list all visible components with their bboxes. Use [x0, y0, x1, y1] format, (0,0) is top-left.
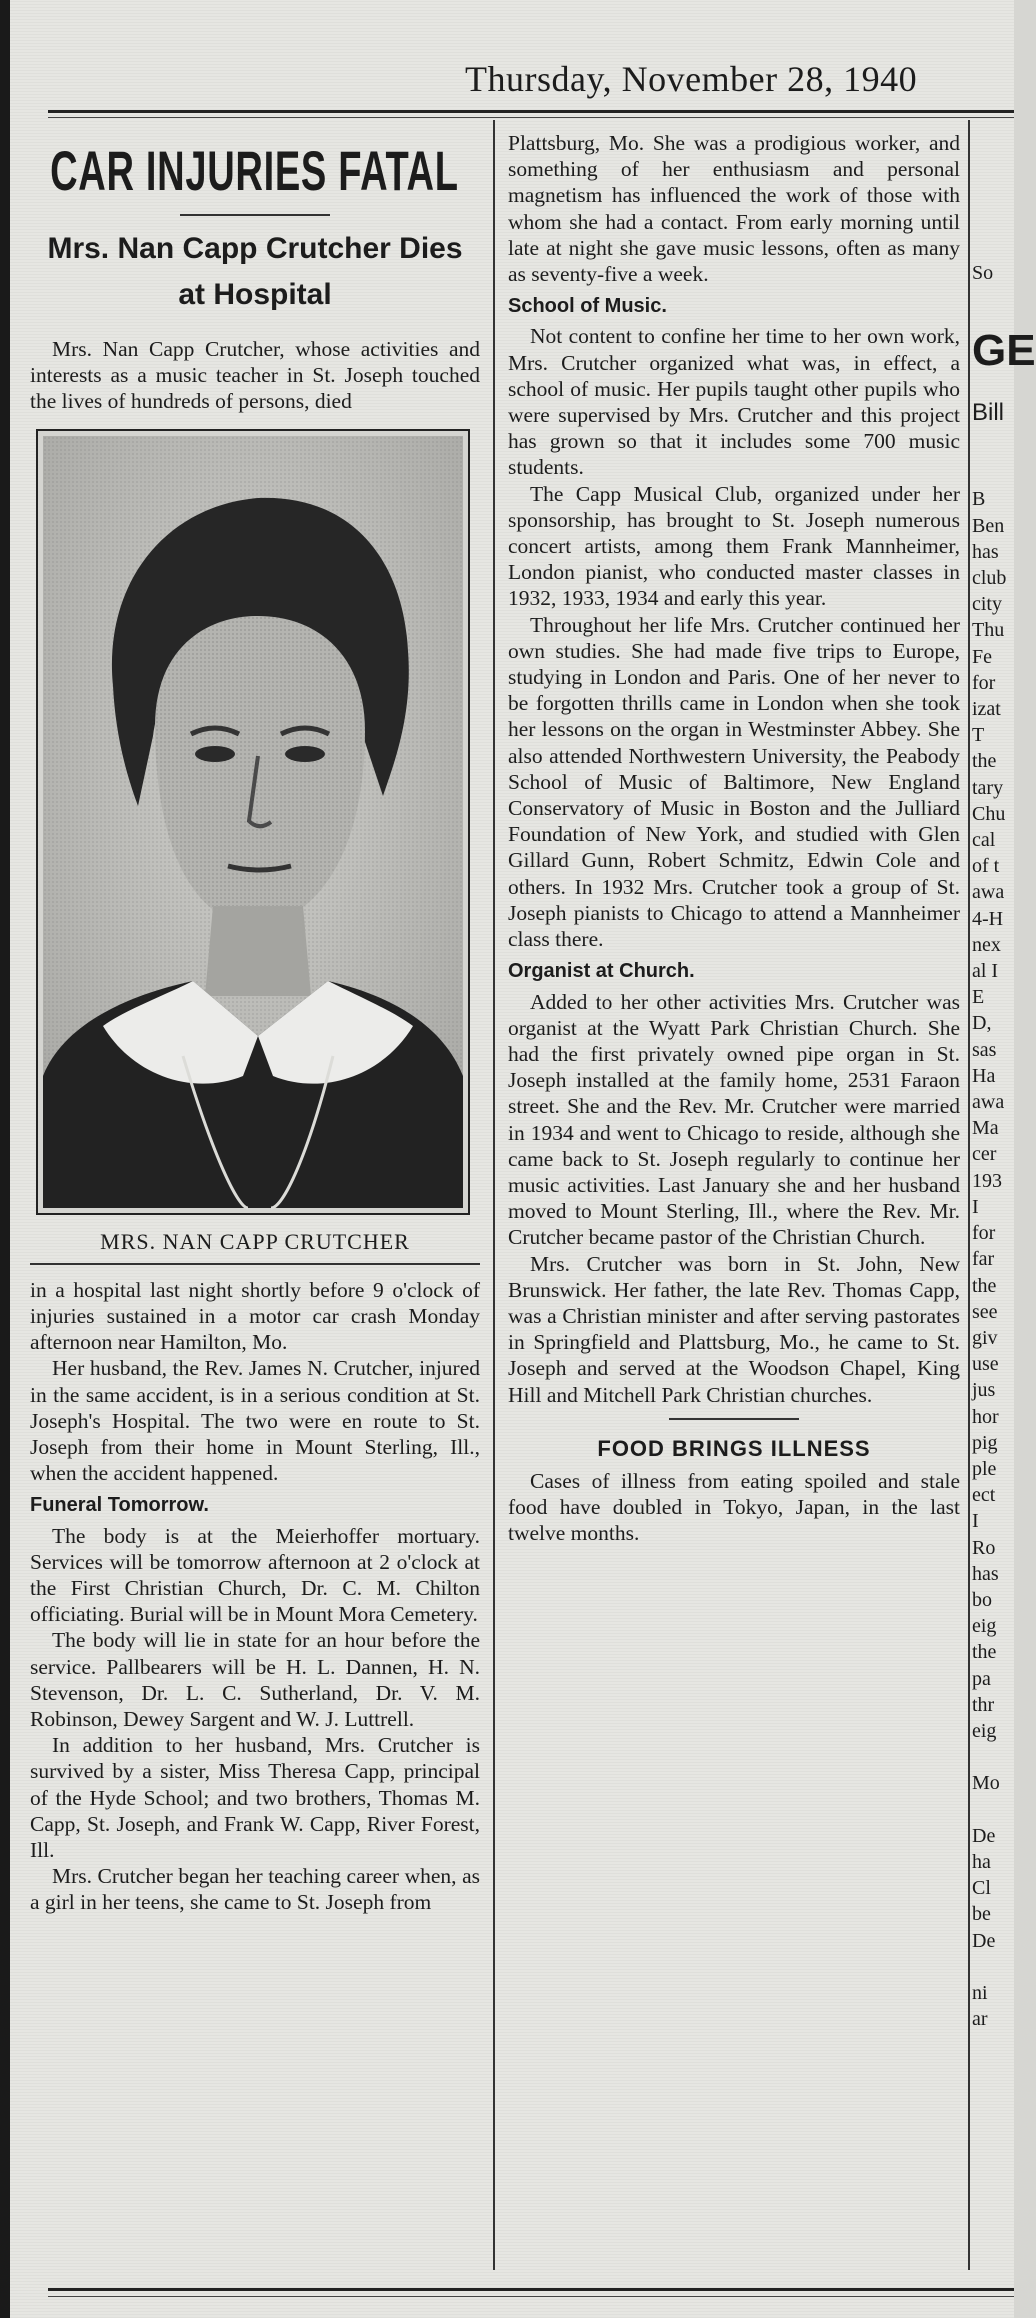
fragment-line: city	[972, 593, 1002, 616]
paragraph: The Capp Musical Club, organized under her sponsorship, has brought to St. Joseph numerous concert artists, among them Frank Mannheimer, London pianist, who conducted master classes in 1932, 1933, 1934 and early this year.	[508, 481, 960, 611]
fragment-line: eig	[972, 1719, 997, 1742]
fragment-line: cer	[972, 1143, 997, 1166]
fragment-line: I	[972, 1510, 979, 1533]
fragment-line: has	[972, 1562, 999, 1585]
fragment-line: hor	[972, 1405, 999, 1428]
fragment-line: see	[972, 1300, 998, 1323]
fragment-line: De	[972, 1929, 996, 1952]
fragment-line: for	[972, 671, 996, 694]
fragment-line	[972, 1954, 1014, 1980]
deck-line: at Hospital	[178, 278, 332, 311]
bottom-rule	[48, 2288, 1014, 2291]
fragment-line: thr	[972, 1693, 995, 1716]
fragment-line: be	[972, 1903, 991, 1926]
fragment-line: ar	[972, 2008, 988, 2031]
fragment-line: club	[972, 567, 1007, 590]
paragraph: Mrs. Crutcher was born in St. John, New Brunswick. Her father, the late Rev. Thomas Capp, was a Christian minister and after serving pastorates in Springfield and Plattsburg, Mo., he came to St. Joseph and served at the Woodson Chapel, King Hill and Mitchell Park Christian churches.	[508, 1251, 960, 1407]
fragment-line: E	[972, 986, 985, 1009]
fragment-line: ni	[972, 1981, 988, 2004]
fragment-line: B	[972, 488, 986, 511]
paragraph: In addition to her husband, Mrs. Crutcher is survived by a sister, Miss Theresa Capp, principal of the Hyde School; and two brothers, Thomas M. Capp, St. Joseph, and Frank W. Capp, River Forest, Ill.	[30, 1733, 480, 1863]
paragraph: in a hospital last night shortly before 9 o'clock of injuries sustained in a motor car crash Monday afternoon near Hamilton, Mo.	[30, 1277, 480, 1355]
paragraph: Plattsburg, Mo. She was a prodigious worker, and something of her enthusiasm and personal magnetism has influenced the work of those with whom she had a contact. From early morning until late at night she gave music lessons, often as many as seventy-five a week.	[508, 131, 960, 287]
portrait-photo	[36, 429, 470, 1215]
paragraph: Her husband, the Rev. James N. Crutcher, injured in the same accident, is in a serious condition at St. Joseph's Hospital. The two were en route to St. Joseph from their home in Mount Sterling, Ill., when the accident happened.	[30, 1356, 480, 1486]
top-rule-thin	[48, 117, 1014, 118]
fragment-line: awa	[972, 881, 1005, 904]
subheading: Organist at Church.	[508, 960, 695, 983]
fragment-line: the	[972, 750, 997, 773]
fragment-line: for	[972, 1222, 996, 1245]
fragment-line: awa	[972, 1091, 1005, 1114]
fragment-line: Fe	[972, 645, 992, 668]
column-rule	[493, 120, 495, 2270]
fragment-line: jus	[972, 1379, 996, 1402]
brief-body: Cases of illness from eating spoiled and stale food have doubled in Tokyo, Japan, in the last twelve months.	[508, 1468, 960, 1546]
headline: CAR INJURIES FATAL	[50, 139, 459, 202]
fragment-line: sas	[972, 1038, 997, 1061]
fragment-line: ple	[972, 1457, 997, 1480]
headline-rule	[180, 214, 330, 216]
fragment-line: Chu	[972, 802, 1006, 825]
fragment-lines	[972, 486, 1014, 2032]
dateline: Thursday, November 28, 1940	[465, 59, 918, 99]
fragment-line: T	[972, 724, 985, 747]
fragment-line	[972, 1797, 1014, 1823]
fragment-line: D,	[972, 1012, 992, 1035]
fragment-line: Ro	[972, 1536, 996, 1559]
article-column-1	[30, 130, 480, 1916]
portrait-image	[43, 436, 463, 1208]
paragraph: Mrs. Nan Capp Crutcher, whose activities and interests as a music teacher in St. Joseph touched the lives of hundreds of persons, died	[30, 337, 480, 414]
fragment-line: pig	[972, 1431, 998, 1454]
fragment-line: has	[972, 540, 999, 563]
fragment-line: Mo	[972, 1772, 1000, 1795]
fragment-line: of t	[972, 855, 1000, 878]
fragment-line: Ma	[972, 1117, 999, 1140]
article-column-2	[508, 130, 960, 1547]
fragment-line: use	[972, 1353, 999, 1376]
fragment-headline: GE	[972, 326, 1036, 376]
fragment-line: tary	[972, 776, 1004, 799]
column-rule	[968, 120, 970, 2270]
paragraph: The body is at the Meierhoffer mortuary. Services will be tomorrow afternoon at 2 o'clock at the First Christian Church, Dr. C. M. Chilton officiating. Burial will be in Mount Mora Cemetery.	[30, 1523, 480, 1627]
fragment-line: Ben	[972, 514, 1005, 537]
deck-line: Mrs. Nan Capp Crutcher Dies	[47, 232, 463, 265]
fragment-line: pa	[972, 1667, 991, 1690]
paragraph: Added to her other activities Mrs. Crutcher was organist at the Wyatt Park Christian Church. She had the first privately owned pipe organ in St. Joseph installed at the family home, 2531 Faraon street. She and the Rev. Mr. Crutcher were married in 1934 and went to Chicago to reside, although she came back to St. Joseph regularly to continue her music activities. Last January she and her husband moved to Mount Sterling, Ill., where the Rev. Mr. Crutcher became pastor of the Christian Church.	[508, 989, 960, 1250]
fragment-line: ha	[972, 1850, 991, 1873]
fragment-line: al I	[972, 960, 999, 983]
fragment-line: Ha	[972, 1064, 996, 1087]
fragment-line: 193	[972, 1169, 1002, 1192]
fragment-line: nex	[972, 933, 1001, 956]
bottom-rule-thin	[48, 2296, 1014, 2297]
page-edge	[0, 0, 10, 2318]
fragment-line: Cl	[972, 1877, 991, 1900]
fragment-line: giv	[972, 1326, 998, 1349]
caption-rule	[30, 1263, 480, 1265]
fragment-line: eig	[972, 1615, 997, 1638]
paragraph: Throughout her life Mrs. Crutcher continued her own studies. She had made five trips to Europe, studying in London and Paris. One of her never to be forgotten thrills came in London when she took her lessons on the organ in Westminster Abbey. She also attended Northwestern University, the Peabody School of Music of Baltimore, New England Conservatory of Music in Boston and the Julliard Foundation of New York, and studied with Glen Gillard Gunn, Robert Schmitz, Edwin Cole and others. In 1932 Mrs. Crutcher took a group of St. Joseph pianists to Chicago to attend a Mannheimer class there.	[508, 612, 960, 952]
paragraph: The body will lie in state for an hour before the service. Pallbearers will be H. L. Dannen, H. N. Stevenson, Dr. L. C. Sutherland, Dr. V. M. Robinson, Dewey Sargent and W. J. Luttrell.	[30, 1628, 480, 1732]
brief-headline: FOOD BRINGS ILLNESS	[597, 1435, 871, 1461]
fragment-text: So	[972, 262, 994, 284]
fragment-subhead: Bill	[972, 399, 1005, 427]
section-rule	[669, 1418, 799, 1420]
paragraph: Mrs. Crutcher began her teaching career when, as a girl in her teens, she came to St. Joseph from	[30, 1864, 480, 1915]
fragment-line: the	[972, 1274, 997, 1297]
fragment-line: the	[972, 1641, 997, 1664]
fragment-line: cal	[972, 829, 996, 852]
adjacent-column-fragment	[972, 130, 1036, 2032]
fragment-line: Thu	[972, 619, 1005, 642]
photo-caption: MRS. NAN CAPP CRUTCHER	[100, 1228, 410, 1254]
top-rule	[48, 110, 1014, 113]
fragment-line: De	[972, 1824, 996, 1847]
fragment-line	[972, 1744, 1014, 1770]
fragment-line: bo	[972, 1588, 992, 1611]
deck	[30, 226, 480, 318]
fragment-line: far	[972, 1248, 995, 1271]
subheading: School of Music.	[508, 295, 667, 318]
subheading: Funeral Tomorrow.	[30, 1494, 209, 1517]
fragment-line: izat	[972, 698, 1001, 721]
fragment-line: I	[972, 1195, 979, 1218]
fragment-line: ect	[972, 1484, 996, 1507]
fragment-line: 4-H	[972, 907, 1004, 930]
paragraph: Not content to confine her time to her own work, Mrs. Crutcher organized what was, in effect, a school of music. Her pupils taught other pupils who were supervised by Mrs. Crutcher and this project has grown so that it includes some 700 music students.	[508, 324, 960, 480]
